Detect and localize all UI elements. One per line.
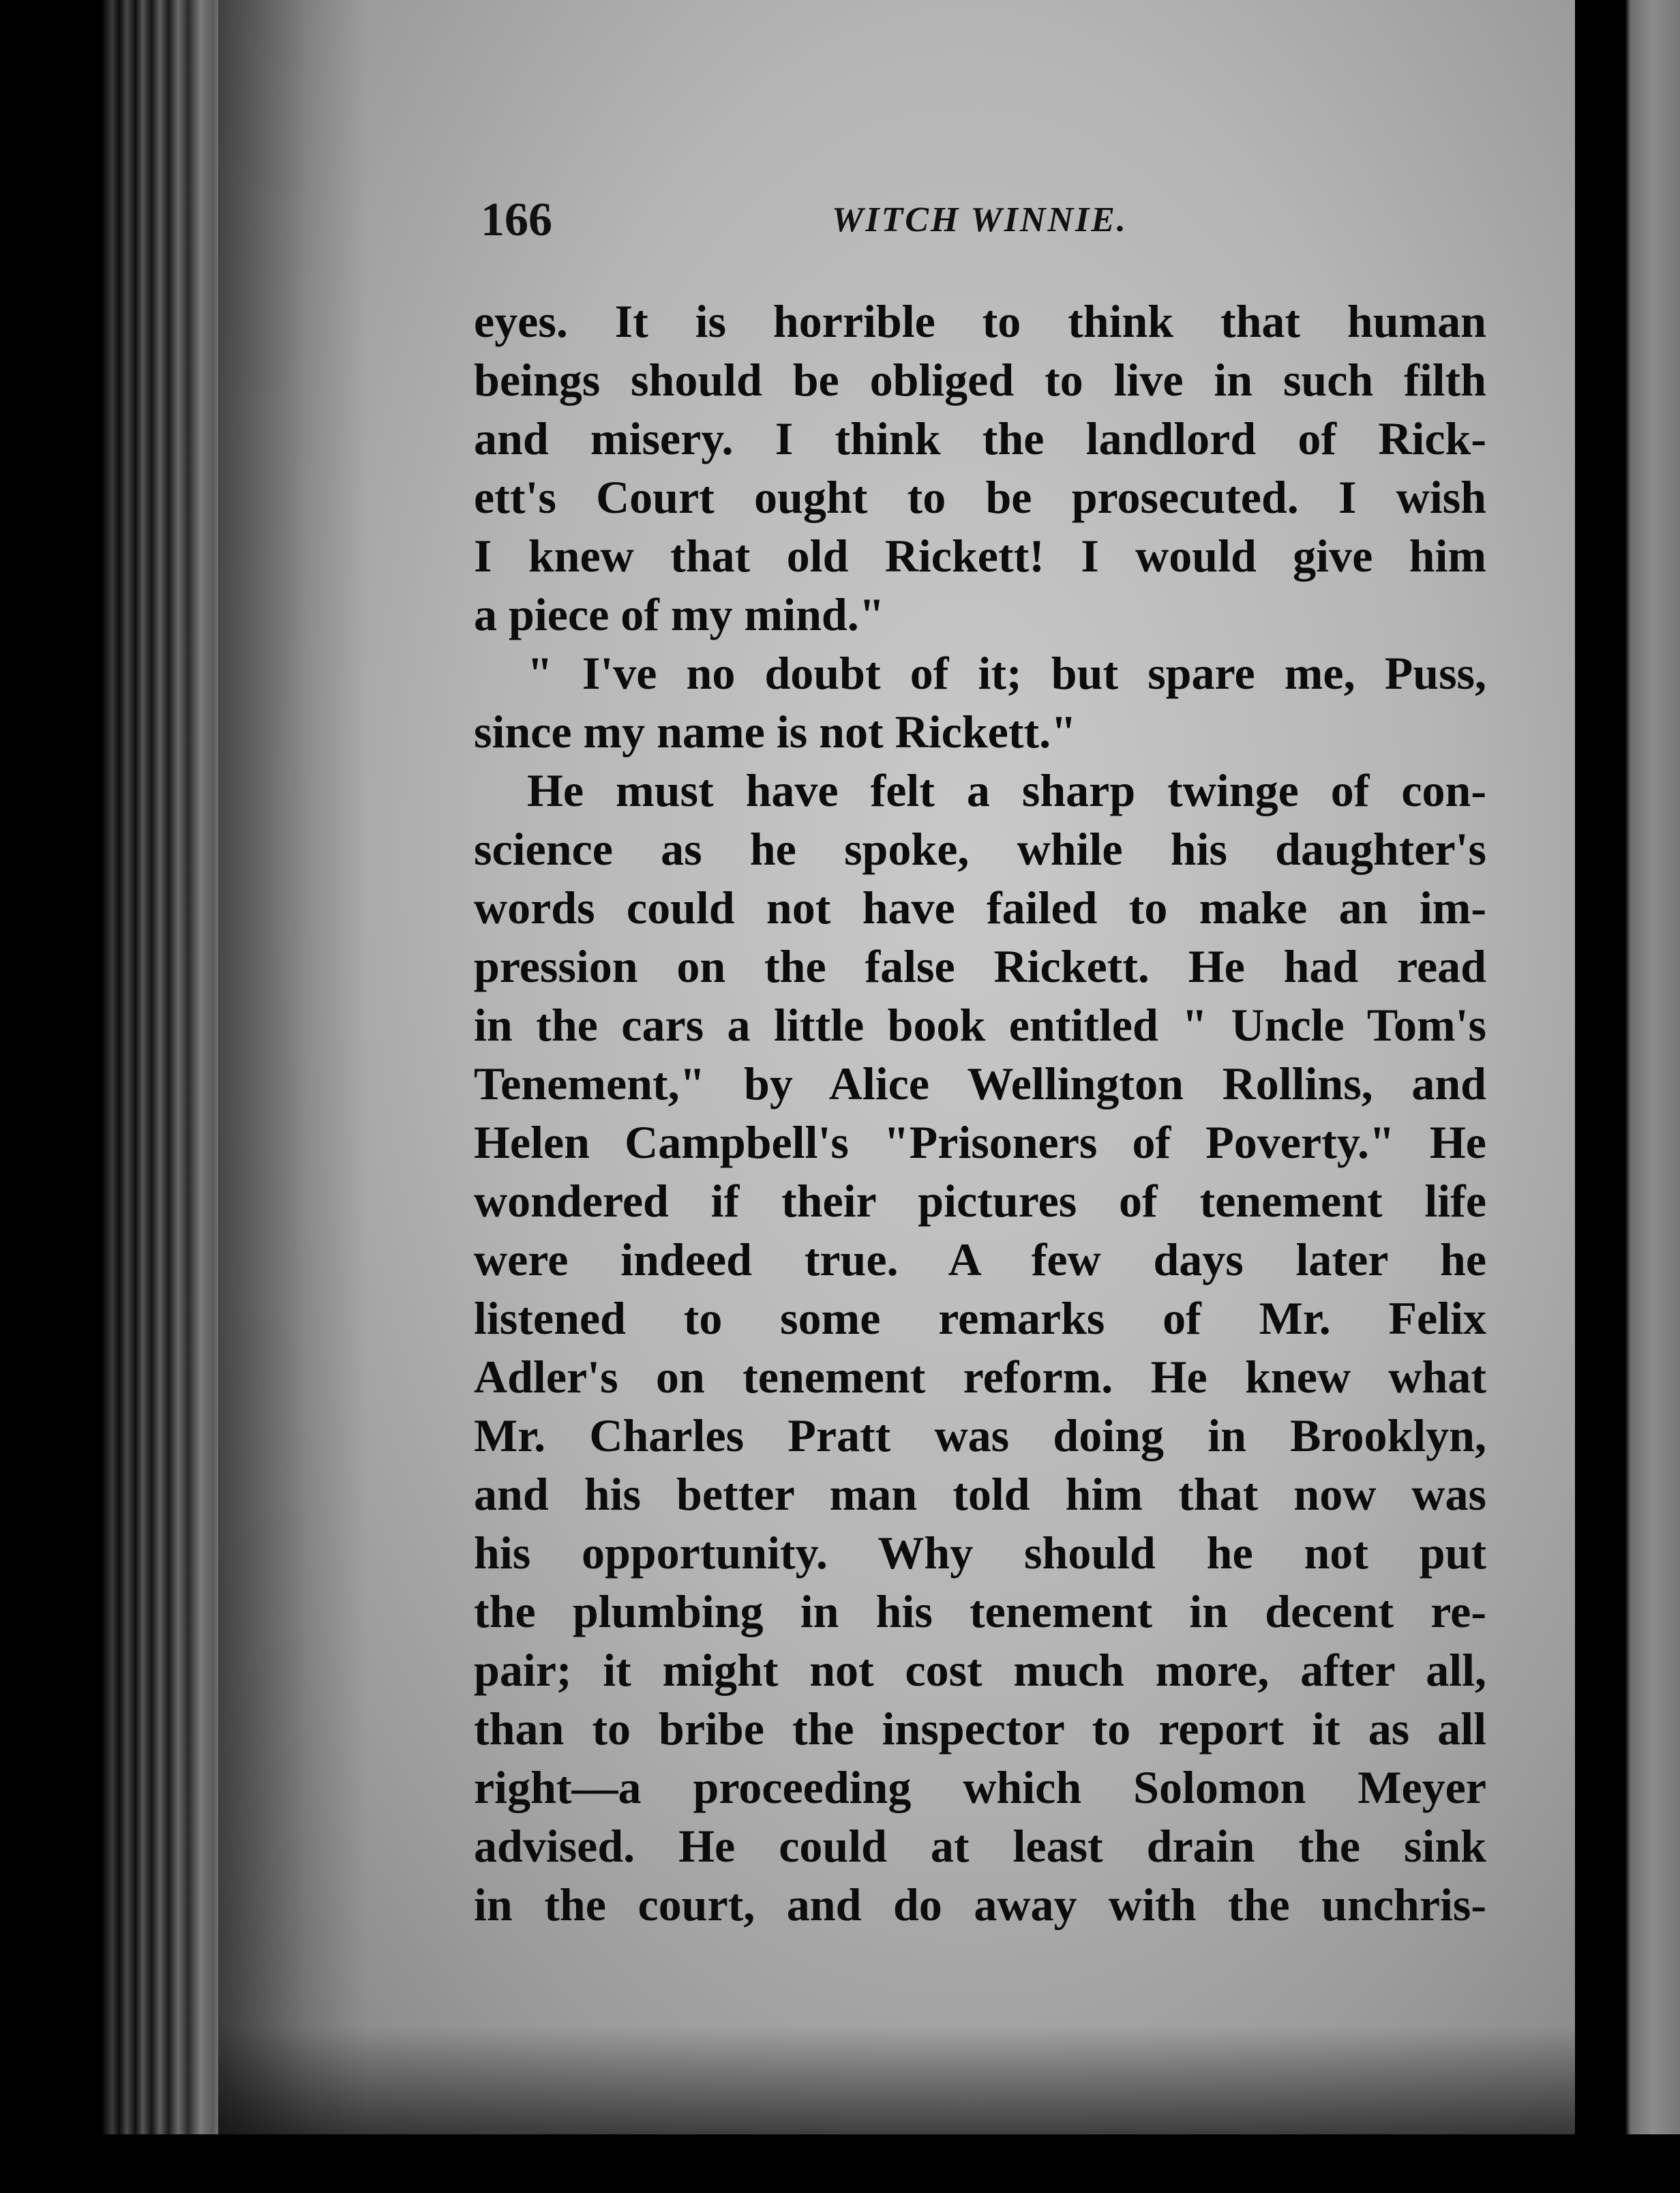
text-line: He must have felt a sharp twinge of con- xyxy=(527,764,1486,816)
book-page-edges xyxy=(102,0,225,2193)
text-line: since my name is not Rickett." xyxy=(474,706,1077,758)
page-header xyxy=(481,183,1483,258)
running-title: WITCH WINNIE. xyxy=(832,200,1128,239)
text-line: beings should be obliged to live in such filth xyxy=(474,354,1486,406)
text-line: I knew that old Rickett! I would give him xyxy=(474,530,1486,582)
facing-page-edge xyxy=(1589,0,1680,2193)
text-line: in the cars a little book entitled " Uncle Tom's xyxy=(474,999,1486,1051)
text-line: a piece of my mind." xyxy=(474,588,885,640)
text-line: the plumbing in his tenement in decent re- xyxy=(474,1585,1486,1637)
text-line: than to bribe the inspector to report it as all xyxy=(474,1703,1486,1755)
text-line: wondered if their pictures of tenement life xyxy=(474,1175,1486,1227)
text-line: his opportunity. Why should he not put xyxy=(474,1527,1486,1579)
text-line: eyes. It is horrible to think that human xyxy=(474,295,1486,347)
text-line: " I've no doubt of it; but spare me, Puss, xyxy=(527,647,1486,699)
text-line: advised. He could at least drain the sink xyxy=(474,1820,1486,1872)
text-line: Helen Campbell's "Prisoners of Poverty." He xyxy=(474,1116,1486,1168)
page-number: 166 xyxy=(481,194,552,246)
text-line: ett's Court ought to be prosecuted. I wish xyxy=(474,471,1486,523)
text-line: were indeed true. A few days later he xyxy=(474,1234,1486,1285)
text-line: pair; it might not cost much more, after all, xyxy=(474,1644,1486,1696)
text-line: words could not have failed to make an im- xyxy=(474,882,1486,934)
text-line: Adler's on tenement reform. He knew what xyxy=(474,1351,1486,1403)
body-text xyxy=(474,292,1486,1934)
text-line: Mr. Charles Pratt was doing in Brooklyn, xyxy=(474,1409,1486,1461)
text-line: right—a proceeding which Solomon Meyer xyxy=(474,1761,1486,1813)
gutter-shadow xyxy=(1575,0,1590,2193)
text-line: in the court, and do away with the unchris- xyxy=(474,1879,1486,1930)
text-line: and misery. I think the landlord of Rick- xyxy=(474,413,1486,464)
text-line: and his better man told him that now was xyxy=(474,1468,1486,1520)
scan-border-bottom xyxy=(0,2134,1680,2193)
text-line: listened to some remarks of Mr. Felix xyxy=(474,1292,1486,1344)
text-line: pression on the false Rickett. He had read xyxy=(474,940,1486,992)
text-line: Tenement," by Alice Wellington Rollins, and xyxy=(474,1058,1486,1109)
text-line: science as he spoke, while his daughter's xyxy=(474,823,1486,875)
